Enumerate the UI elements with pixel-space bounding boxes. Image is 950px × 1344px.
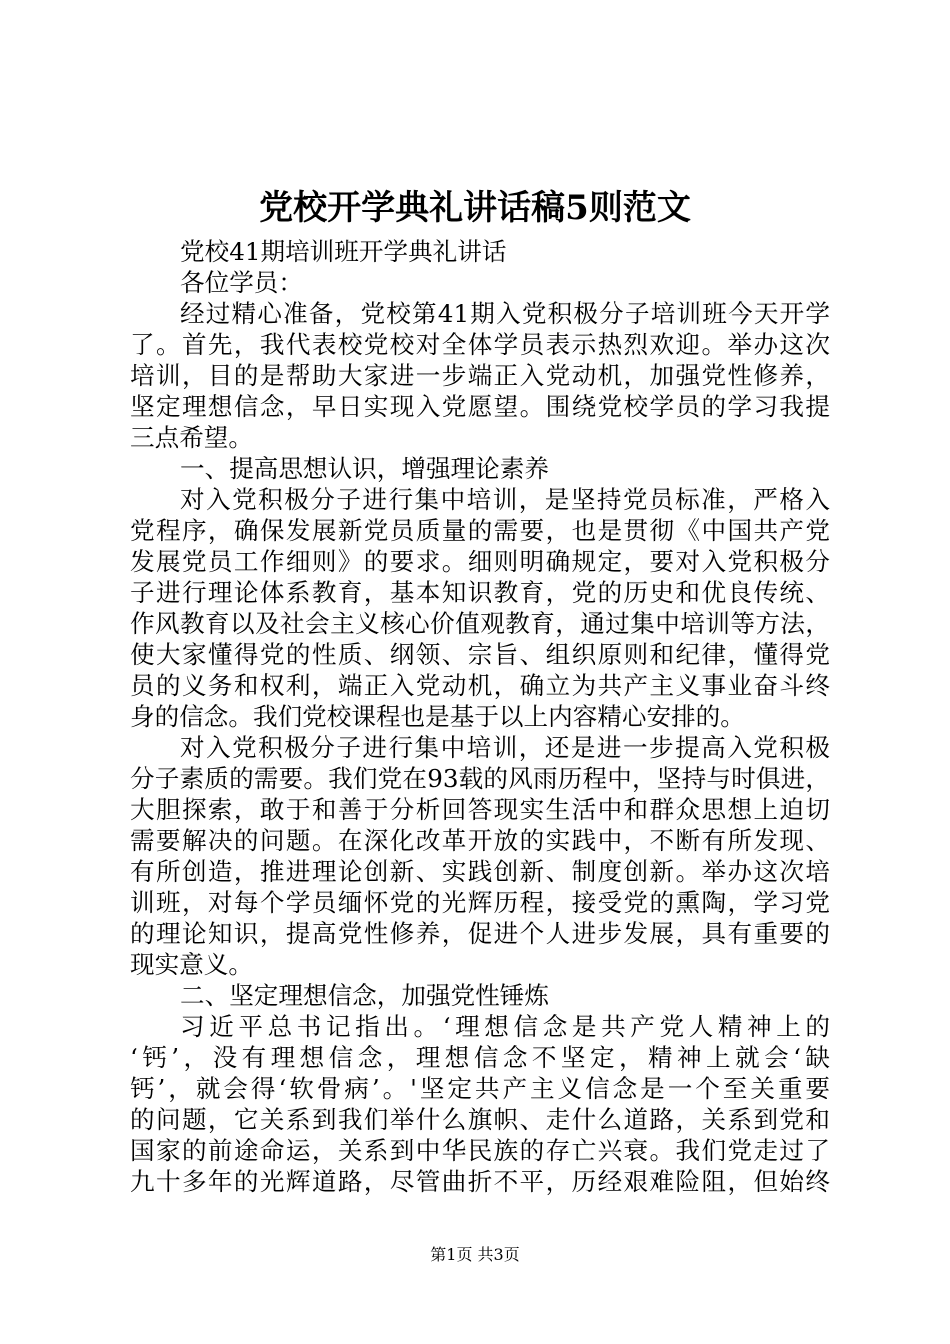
body-text-line: 对入党积极分子进行集中培训，还是进一步提高入党积极 bbox=[180, 733, 830, 762]
body-text-line: 员的义务和权利，端正入党动机，确立为共产主义事业奋斗终 bbox=[130, 671, 830, 700]
body-text-line: 子进行理论体系教育，基本知识教育，党的历史和优良传统、 bbox=[130, 578, 830, 607]
body-text-line: 对入党积极分子进行集中培训，是坚持党员标准，严格入 bbox=[180, 485, 830, 514]
body-text-line: 三点希望。 bbox=[130, 423, 253, 452]
page-number-footer: 第1页 共3页 bbox=[430, 1245, 520, 1264]
body-text-line: 了。首先，我代表校党校对全体学员表示热烈欢迎。举办这次 bbox=[130, 330, 830, 359]
body-text-line: 钙’，就会得‘软骨病’。'坚定共产主义信念是一个至关重要 bbox=[130, 1074, 830, 1103]
body-text-line: 二、坚定理想信念，加强党性锤炼 bbox=[180, 981, 549, 1010]
body-text-line: 党程序，确保发展新党员质量的需要，也是贯彻《中国共产党 bbox=[130, 516, 830, 545]
body-text-line: 坚定理想信念，早日实现入党愿望。围绕党校学员的学习我提 bbox=[130, 392, 830, 421]
body-text-line: 一、提高思想认识，增强理论素养 bbox=[180, 454, 549, 483]
body-text-line: ‘钙’，没有理想信念，理想信念不坚定，精神上就会‘缺 bbox=[130, 1043, 830, 1072]
body-text-line: 的问题，它关系到我们举什么旗帜、走什么道路，关系到党和 bbox=[130, 1105, 830, 1134]
body-text-line: 分子素质的需要。我们党在93载的风雨历程中，坚持与时俱进， bbox=[130, 764, 830, 793]
body-text-line: 身的信念。我们党校课程也是基于以上内容精心安排的。 bbox=[130, 702, 745, 731]
body-text-line: 大胆探索，敢于和善于分析回答现实生活中和群众思想上迫切 bbox=[130, 795, 830, 824]
body-text-line: 现实意义。 bbox=[130, 950, 253, 979]
body-text-line: 国家的前途命运，关系到中华民族的存亡兴衰。我们党走过了 bbox=[130, 1136, 830, 1165]
body-text-line: 各位学员： bbox=[180, 268, 303, 297]
body-text-line: 九十多年的光辉道路，尽管曲折不平，历经艰难险阻，但始终 bbox=[130, 1167, 830, 1196]
body-text-line: 习近平总书记指出。‘理想信念是共产党人精神上的 bbox=[180, 1012, 830, 1041]
body-text-line: 作风教育以及社会主义核心价值观教育，通过集中培训等方法， bbox=[130, 609, 830, 638]
body-text-line: 有所创造，推进理论创新、实践创新、制度创新。举办这次培 bbox=[130, 857, 830, 886]
document-title: 党校开学典礼讲话稿5则范文 bbox=[259, 188, 691, 228]
body-text-line: 使大家懂得党的性质、纲领、宗旨、组织原则和纪律，懂得党 bbox=[130, 640, 830, 669]
body-text-line: 党校41期培训班开学典礼讲话 bbox=[180, 237, 507, 266]
body-text-line: 训班，对每个学员缅怀党的光辉历程，接受党的熏陶，学习党 bbox=[130, 888, 830, 917]
body-text-line: 的理论知识，提高党性修养，促进个人进步发展，具有重要的 bbox=[130, 919, 830, 948]
body-text-line: 经过精心准备，党校第41期入党积极分子培训班今天开学 bbox=[180, 299, 830, 328]
body-text-line: 需要解决的问题。在深化改革开放的实践中，不断有所发现、 bbox=[130, 826, 830, 855]
document-body bbox=[130, 236, 830, 1197]
body-text-line: 发展党员工作细则》的要求。细则明确规定，要对入党积极分 bbox=[130, 547, 830, 576]
body-text-line: 培训，目的是帮助大家进一步端正入党动机，加强党性修养， bbox=[130, 361, 830, 390]
